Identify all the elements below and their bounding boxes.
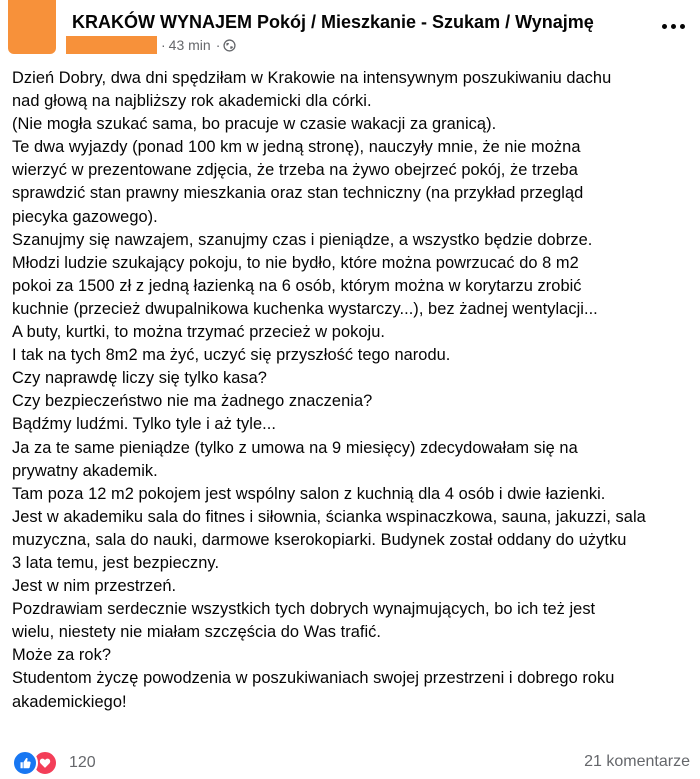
reactions-summary[interactable] <box>12 750 96 776</box>
post-text-line: Pozdrawiam serdecznie wszystkich tych dobrych wynajmujących, bo ich też jest <box>12 600 596 619</box>
post-text-line: sprawdzić stan prawny mieszkania oraz stan techniczny (na przykład przegląd <box>12 184 584 203</box>
post-text-line: prywatny akademik. <box>12 461 158 480</box>
post-text-line: Może za rok? <box>12 646 111 665</box>
author-name-redacted[interactable] <box>66 36 157 54</box>
globe-icon <box>223 39 236 52</box>
post-text-line: Jest w akademiku sala do fitnes i siłownia, ścianka wspinaczkowa, sauna, jakuzzi, sala <box>12 507 646 526</box>
post-footer <box>0 748 700 778</box>
post-text-line: akademickiego! <box>12 692 127 711</box>
group-name-link[interactable]: KRAKÓW WYNAJEM Pokój / Mieszkanie - Szukam / Wynajmę <box>72 12 594 32</box>
post-text-line: wierzyć w prezentowane zdjęcia, że trzeba na żywo obejrzeć pokój, że trzeba <box>12 161 578 180</box>
post-text-line: Tam poza 12 m2 pokojem jest wspólny salon z kuchnią dla 4 osób i dwie łazienki. <box>12 484 606 503</box>
post-timestamp[interactable]: 43 min <box>168 37 211 53</box>
comments-count-link[interactable]: 21 komentarze <box>584 753 690 770</box>
like-icon <box>12 750 38 776</box>
post-text-line: wielu, niestety nie miałam szczęścia do Was trafić. <box>12 623 382 642</box>
post-text-line: nad głową na najbliższy rok akademicki dla córki. <box>12 92 372 111</box>
meta-separator: · <box>161 37 166 53</box>
post-text-line: Bądźmy ludźmi. Tylko tyle i aż tyle... <box>12 415 276 434</box>
post-body <box>12 67 696 714</box>
post-text-line: Czy naprawdę liczy się tylko kasa? <box>12 369 267 388</box>
post-text-line: A buty, kurtki, to można trzymać przecież w pokoju. <box>12 323 385 342</box>
post-text-line: pokoi za 1500 zł z jedną łazienką na 6 osób, którym można w korytarzu zrobić <box>12 276 582 295</box>
post-meta <box>66 35 236 55</box>
post-text-line: I tak na tych 8m2 ma żyć, uczyć się przyszłość tego narodu. <box>12 346 451 365</box>
post-text-line: piecyka gazowego). <box>12 207 158 226</box>
post-text-line: Jest w nim przestrzeń. <box>12 577 177 596</box>
post-text-line: Ja za te same pieniądze (tylko z umowa na 9 miesięcy) zdecydowałam się na <box>12 438 578 457</box>
post-text-line: Te dwa wyjazdy (ponad 100 km w jedną stronę), nauczyły mnie, że nie można <box>12 138 581 157</box>
post-text-line: 3 lata temu, jest bezpieczny. <box>12 553 220 572</box>
post-text-line: Szanujmy się nawzajem, szanujmy czas i pieniądze, a wszystko będzie dobrze. <box>12 230 593 249</box>
reaction-count: 120 <box>69 754 96 771</box>
post-text-line: kuchnie (przecież dwupalnikowa kuchenka wystarczy...), bez żadnej wentylacji... <box>12 299 598 318</box>
post-text-line: (Nie mogła szukać sama, bo pracuje w czasie wakacji za granicą). <box>12 115 497 134</box>
post-text-line: muzyczna, sala do nauki, darmowe kserokopiarki. Budynek został oddany do użytku <box>12 530 627 549</box>
post-text-line: Dzień Dobry, dwa dni spędziłam w Krakowie na intensywnym poszukiwaniu dachu <box>12 69 612 87</box>
post-text-line: Młodzi ludzie szukający pokoju, to nie bydło, które można powrzucać do 8 m2 <box>12 253 579 272</box>
more-options-icon[interactable] <box>656 14 690 38</box>
meta-separator: · <box>215 37 221 53</box>
group-avatar-redacted[interactable] <box>8 0 56 54</box>
post-text-line: Studentom życzę powodzenia w poszukiwaniach swojej przestrzeni i dobrego roku <box>12 669 615 688</box>
post-text-line: Czy bezpieczeństwo nie ma żadnego znaczenia? <box>12 392 373 411</box>
